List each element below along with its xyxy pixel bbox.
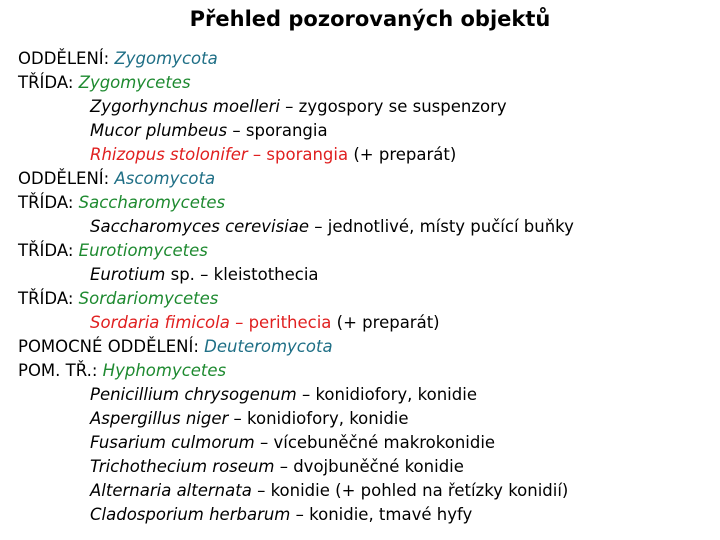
list-item (18, 311, 574, 335)
taxon-name: Deuteromycota (204, 337, 333, 356)
page-title: Přehled pozorovaných objektů (189, 7, 551, 31)
species-extra: (+ preparát) (348, 145, 457, 164)
taxonomy-list (18, 47, 574, 527)
list-item (18, 143, 574, 167)
list-item (18, 95, 574, 119)
rank-label: TŘÍDA: (18, 73, 79, 92)
species-name: Sordaria fimicola (90, 313, 230, 332)
species-description: – dvojbuněčné konidie (274, 457, 464, 476)
list-item (18, 431, 574, 455)
species-name: Fusarium culmorum (90, 433, 255, 452)
species-description: sp. – kleistothecia (165, 265, 319, 284)
list-item (18, 191, 574, 215)
taxon-name: Eurotiomycetes (78, 241, 208, 260)
species-name: Aspergillus niger (90, 409, 229, 428)
list-item (18, 263, 574, 287)
rank-label: POM. TŘ.: (18, 361, 103, 380)
rank-label: ODDĚLENÍ: (18, 169, 115, 188)
species-description: – konidie, tmavé hyfy (290, 505, 473, 524)
species-name: Trichothecium roseum (90, 457, 275, 476)
rank-label: ODDĚLENÍ: (18, 49, 115, 68)
list-item (18, 287, 574, 311)
species-name: Rhizopus stolonifer (90, 145, 248, 164)
taxon-name: Sordariomycetes (78, 289, 219, 308)
taxon-name: Saccharomycetes (78, 193, 226, 212)
species-name: Mucor plumbeus (90, 121, 228, 140)
list-item (18, 503, 574, 527)
rank-label: TŘÍDA: (18, 193, 79, 212)
species-description: – sporangia (227, 121, 328, 140)
species-name: Saccharomyces cerevisiae (90, 217, 310, 236)
species-description: – perithecia (229, 313, 332, 332)
rank-label: TŘÍDA: (18, 289, 79, 308)
species-name: Alternaria alternata (90, 481, 252, 500)
list-item (18, 215, 574, 239)
species-description: – konidiofory, konidie (228, 409, 409, 428)
species-description: – vícebuněčné makrokonidie (254, 433, 496, 452)
taxon-name: Zygomycota (114, 49, 218, 68)
list-item (18, 47, 574, 71)
species-name: Zygorhynchus moelleri (90, 97, 280, 116)
taxon-name: Hyphomycetes (102, 361, 227, 380)
species-extra: (+ preparát) (331, 313, 440, 332)
species-name: Cladosporium herbarum (90, 505, 291, 524)
list-item (18, 383, 574, 407)
list-item (18, 359, 574, 383)
species-description: – konidie (+ pohled na řetízky konidií) (251, 481, 569, 500)
list-item (18, 119, 574, 143)
list-item (18, 407, 574, 431)
species-description: – zygospory se suspenzory (279, 97, 507, 116)
rank-label: POMOCNÉ ODDĚLENÍ: (18, 337, 205, 356)
list-item (18, 167, 574, 191)
species-description: – sporangia (247, 145, 349, 164)
list-item (18, 71, 574, 95)
taxon-name: Zygomycetes (78, 73, 191, 92)
list-item (18, 335, 574, 359)
species-description: – jednotlivé, místy pučící buňky (309, 217, 574, 236)
species-name: Penicillium chrysogenum (90, 385, 297, 404)
taxon-name: Ascomycota (114, 169, 216, 188)
species-name: Eurotium (90, 265, 166, 284)
species-description: – konidiofory, konidie (296, 385, 477, 404)
list-item (18, 455, 574, 479)
list-item (18, 239, 574, 263)
list-item (18, 479, 574, 503)
rank-label: TŘÍDA: (18, 241, 79, 260)
